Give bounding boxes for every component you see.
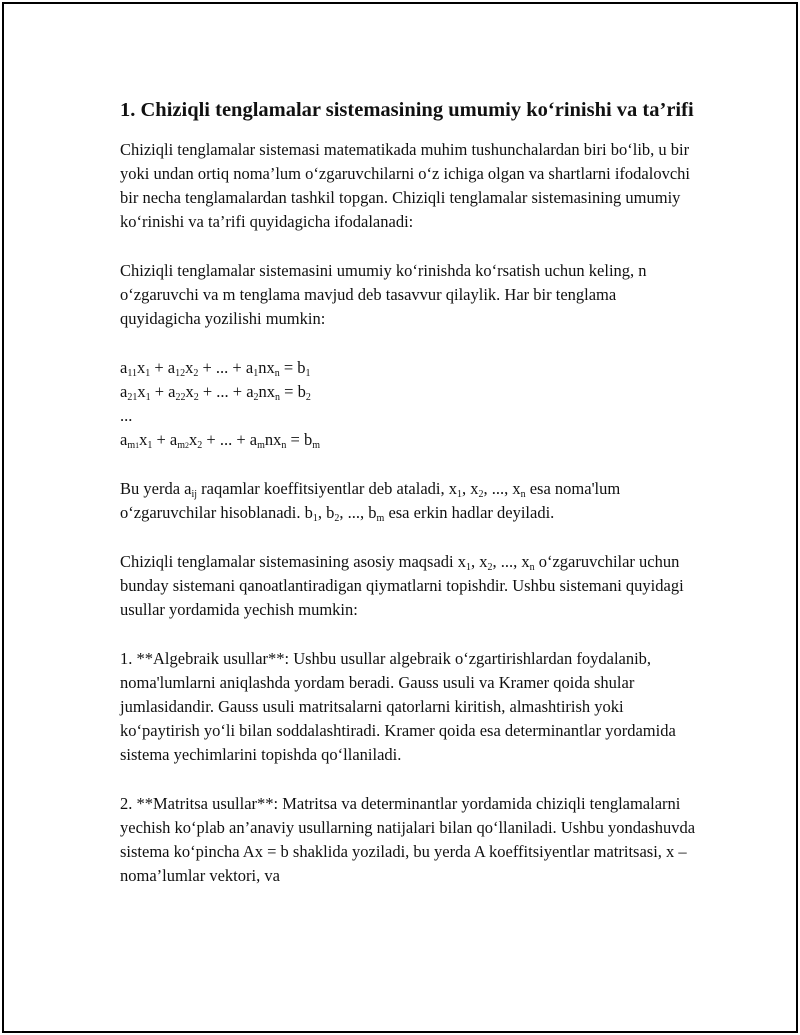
document-content [120, 96, 700, 913]
section-title: 1. Chiziqli tenglamalar sistemasining umumiy ko‘rinishi va ta’rifi [120, 99, 694, 121]
equation-system [120, 356, 700, 452]
coefficients-paragraph: Bu yerda $a_{ij}$ raqamlar koeffitsiyentlar deb ataladi, $x_1$, $x_2$, ..., $x_n$ esa noma'lum o‘zgaruvchilar hisoblanadi. $b_1$, $b_2$, ..., $b_m$ esa erkin hadlar deyiladi. [120, 479, 621, 524]
equation-row-ellipsis: ... [120, 406, 133, 425]
equation-row-m: $a_{m1}x_1 + a_{m2}x_2$ + ... + $a_mnx_n = b_m$ [120, 430, 320, 451]
intro-paragraph: Chiziqli tenglamalar sistemasi matematikada muhim tushunchalardan biri bo‘lib, u bir yoki undan ortiq noma’lum o‘zgaruvchilarni o‘z ichiga olgan va shartlarni ifodalovchi bir necha tenglamalardan tashkil topgan. Chiziqli tenglamalar sistemasining umumiy ko‘rinishi va ta’rifi quyidagicha ifodalanadi: [120, 140, 690, 231]
matrix-methods-paragraph: 2. **Matritsa usullar**: Matritsa va determinantlar yordamida chiziqli tenglamalarni yechish ko‘plab an’anaviy usullarning natijalari bilan qo‘llaniladi. Ushbu yondashuvda sistema ko‘pincha Ax = b shaklida yoziladi, bu yerda A koeffitsiyentlar matritsasi, x – noma’lumlar vektori, va [120, 794, 696, 885]
document-page [2, 2, 798, 1033]
general-form-paragraph: Chiziqli tenglamalar sistemasini umumiy ko‘rinishda ko‘rsatish uchun keling, n o‘zgaruvchi va m tenglama mavjud deb tasavvur qilaylik. Har bir tenglama quyidagicha yozilishi mumkin: [120, 261, 647, 328]
equation-row-1: $a_{11}x_1 + a_{12}x_2$ + ... + $a_1nx_n = b_1$ [120, 358, 311, 379]
goal-paragraph: Chiziqli tenglamalar sistemasining asosiy maqsadi $x_1$, $x_2$, ..., $x_n$ o‘zgaruvchilar uchun bunday sistemani qanoatlantiradigan qiymatlarni topishdir. Ushbu sistemani quyidagi usullar yordamida yechish mumkin: [120, 552, 684, 619]
algebraic-methods-paragraph: 1. **Algebraik usullar**: Ushbu usullar algebraik o‘zgartirishlardan foydalanib, noma'lumlarni aniqlashda yordam beradi. Gauss usuli va Kramer qoida shular jumlasidandir. Gauss usuli matritsalarni qatorlarni kiritish, almashtirish yoki ko‘paytirish yo‘li bilan soddalashtiradi. Kramer qoida esa determinantlar yordamida sistema yechimlarini topishda qo‘llaniladi. [120, 649, 676, 764]
equation-row-2: $a_{21}x_1 + a_{22}x_2$ + ... + $a_2nx_n = b_2$ [120, 382, 311, 403]
